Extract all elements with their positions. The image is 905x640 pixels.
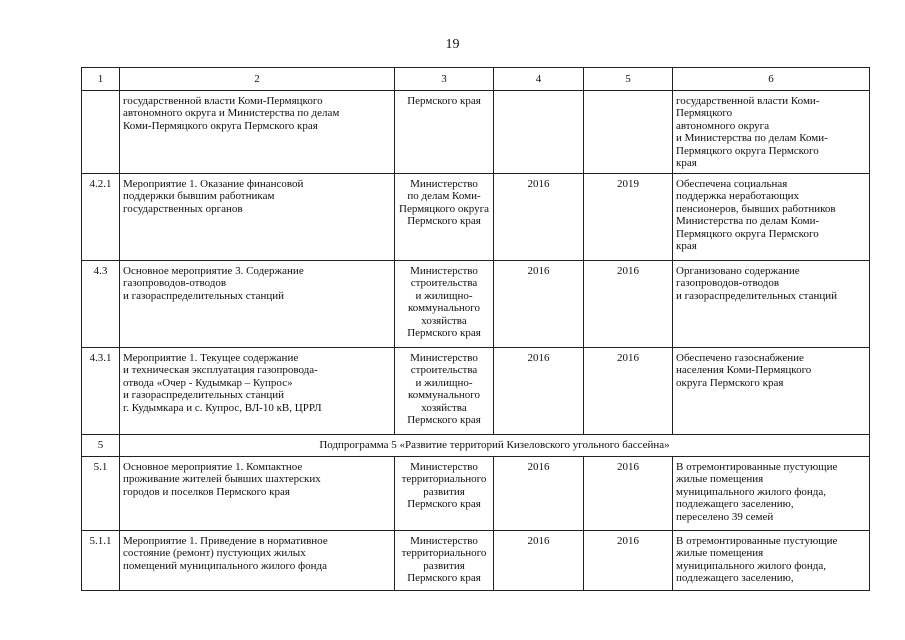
- end-year: 2016: [584, 530, 673, 590]
- column-number: 1: [82, 68, 120, 91]
- column-number: 6: [673, 68, 870, 91]
- end-year: 2016: [584, 347, 673, 434]
- start-year: 2016: [494, 260, 584, 347]
- executor: Министерство по делам Коми- Пермяцкого округа Пермского края: [395, 173, 494, 260]
- executor: Министерство строительства и жилищно- коммунального хозяйства Пермского края: [395, 347, 494, 434]
- column-number-row: [82, 68, 870, 91]
- activity-name: Мероприятие 1. Оказание финансовой поддержки бывшим работникам государственных органов: [120, 173, 395, 260]
- end-year: [584, 90, 673, 173]
- row-number: 4.2.1: [82, 173, 120, 260]
- expected-result: государственной власти Коми-Пермяцкого автономного округа и Министерства по делам Коми- Пермяцкого округа Пермского края: [673, 90, 870, 173]
- activity-name: Мероприятие 1. Приведение в нормативное состояние (ремонт) пустующих жилых помещений муниципального жилого фонда: [120, 530, 395, 590]
- executor: Министерство территориального развития Пермского края: [395, 530, 494, 590]
- subprogram-row: [82, 434, 870, 456]
- table-row: [82, 347, 870, 434]
- expected-result: Обеспечена социальная поддержка неработающих пенсионеров, бывших работников Министерства по делам Коми- Пермяцкого округа Пермского края: [673, 173, 870, 260]
- table-row: [82, 90, 870, 173]
- column-number: 3: [395, 68, 494, 91]
- activity-name: Мероприятие 1. Текущее содержание и техническая эксплуатация газопровода- отвода «Очер - Кудымкар – Купрос» и газораспределительных станций г. Кудымкара и с. Купрос, ВЛ-10 кВ, ЦРРЛ: [120, 347, 395, 434]
- column-number: 2: [120, 68, 395, 91]
- expected-result: В отремонтированные пустующие жилые помещения муниципального жилого фонда, подлежащего заселению,: [673, 530, 870, 590]
- start-year: 2016: [494, 456, 584, 530]
- page-number: 19: [445, 37, 460, 52]
- expected-result: В отремонтированные пустующие жилые помещения муниципального жилого фонда, подлежащего заселению, переселено 39 семей: [673, 456, 870, 530]
- row-number: 4.3: [82, 260, 120, 347]
- subprogram-number: 5: [82, 434, 120, 456]
- expected-result: Организовано содержание газопроводов-отводов и газораспределительных станций: [673, 260, 870, 347]
- row-number: 5.1: [82, 456, 120, 530]
- start-year: 2016: [494, 530, 584, 590]
- end-year: 2019: [584, 173, 673, 260]
- column-number: 5: [584, 68, 673, 91]
- row-number: 5.1.1: [82, 530, 120, 590]
- table-row: [82, 260, 870, 347]
- activity-name: Основное мероприятие 3. Содержание газопроводов-отводов и газораспределительных станций: [120, 260, 395, 347]
- end-year: 2016: [584, 260, 673, 347]
- executor: Министерство территориального развития Пермского края: [395, 456, 494, 530]
- executor: Пермского края: [395, 90, 494, 173]
- subprogram-title: Подпрограмма 5 «Развитие территорий Кизеловского угольного бассейна»: [120, 434, 870, 456]
- expected-result: Обеспечено газоснабжение населения Коми-Пермяцкого округа Пермского края: [673, 347, 870, 434]
- start-year: 2016: [494, 173, 584, 260]
- executor: Министерство строительства и жилищно- коммунального хозяйства Пермского края: [395, 260, 494, 347]
- table-row: [82, 173, 870, 260]
- program-table: [81, 67, 870, 591]
- column-number: 4: [494, 68, 584, 91]
- table-row: [82, 530, 870, 590]
- start-year: [494, 90, 584, 173]
- activity-name: Основное мероприятие 1. Компактное проживание жителей бывших шахтерских городов и поселков Пермского края: [120, 456, 395, 530]
- table-row: [82, 456, 870, 530]
- activity-name: государственной власти Коми-Пермяцкого автономного округа и Министерства по делам Коми-Пермяцкого округа Пермского края: [120, 90, 395, 173]
- row-number: 4.3.1: [82, 347, 120, 434]
- end-year: 2016: [584, 456, 673, 530]
- start-year: 2016: [494, 347, 584, 434]
- row-number: [82, 90, 120, 173]
